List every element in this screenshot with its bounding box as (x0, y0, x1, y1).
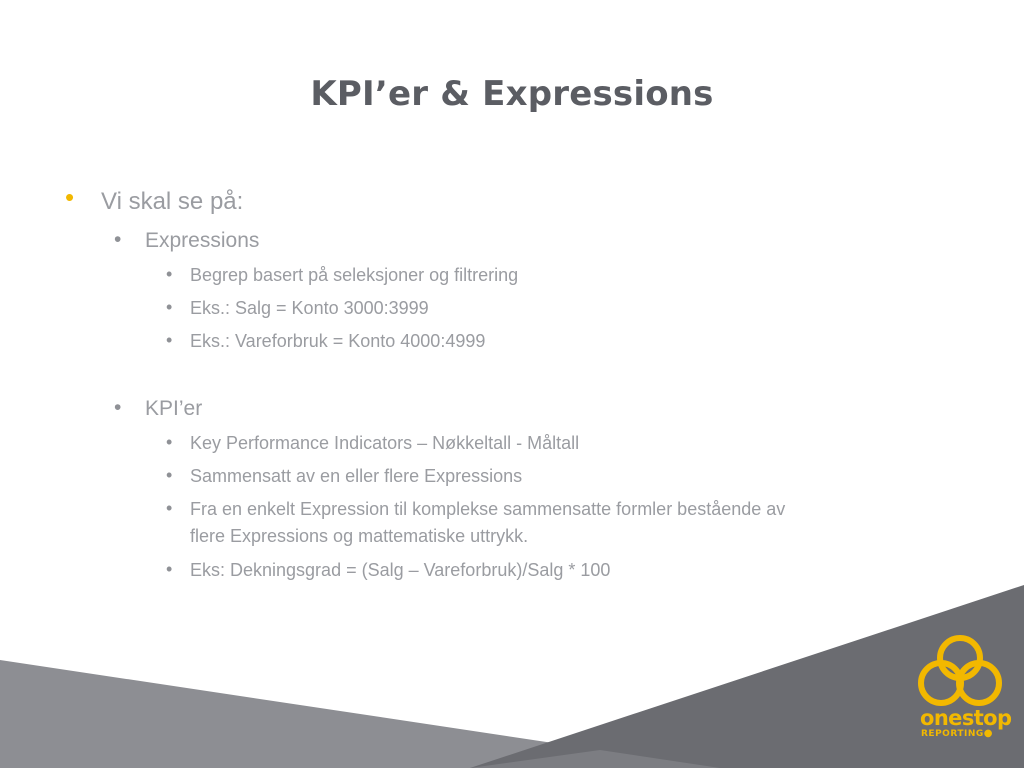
bullet-dot: • (114, 228, 122, 251)
bullet-item-eks-dekningsgrad: Eks: Dekningsgrad = (Salg – Vareforbruk)/Salg * 100 (190, 560, 611, 580)
bullet-dot: • (166, 465, 173, 485)
bullet-dot: • (166, 498, 173, 518)
bullet-item-eks-salg: Eks.: Salg = Konto 3000:3999 (190, 298, 429, 318)
logo-wordmark: onestop (920, 706, 1012, 730)
bullet-dot: • (166, 297, 173, 317)
slide-title: KPI’er & Expressions (310, 74, 714, 114)
logo-dot-icon: ● (983, 728, 993, 739)
bullet-item-begrep: Begrep basert på seleksjoner og filtrering (190, 265, 519, 285)
onestop-reporting-logo (908, 632, 1014, 750)
logo-subtitle-text: REPORTING (921, 729, 984, 739)
bullet-item-fra-en-enkelt: Fra en enkelt Expression til komplekse sammensatte formler bestående av (190, 499, 786, 519)
bullet-item-kpi-er: KPI’er (145, 397, 203, 420)
logo-subtitle (921, 728, 1017, 739)
triple-circle-logo-icon (908, 632, 1014, 710)
bullet-item-sammensatt: Sammensatt av en eller flere Expressions (190, 466, 523, 486)
bullet-dot: • (166, 264, 173, 284)
bullet-dot: • (166, 330, 173, 350)
bullet-dot: • (65, 182, 75, 212)
bullet-dot: • (166, 559, 173, 579)
bullet-item-expressions: Expressions (145, 229, 260, 252)
bullet-item-key-performance-indicators: Key Performance Indicators – Nøkkeltall - Måltall (190, 433, 580, 453)
bullet-item-eks-vareforbruk: Eks.: Vareforbruk = Konto 4000:4999 (190, 331, 486, 351)
bullet-dot: • (114, 396, 122, 419)
bullet-item-vi-skal-se-pa: Vi skal se på: (101, 188, 244, 215)
bullet-item-fra-en-enkelt-continued: flere Expressions og mattematiske uttrykk. (190, 526, 529, 546)
bullet-dot: • (166, 432, 173, 452)
